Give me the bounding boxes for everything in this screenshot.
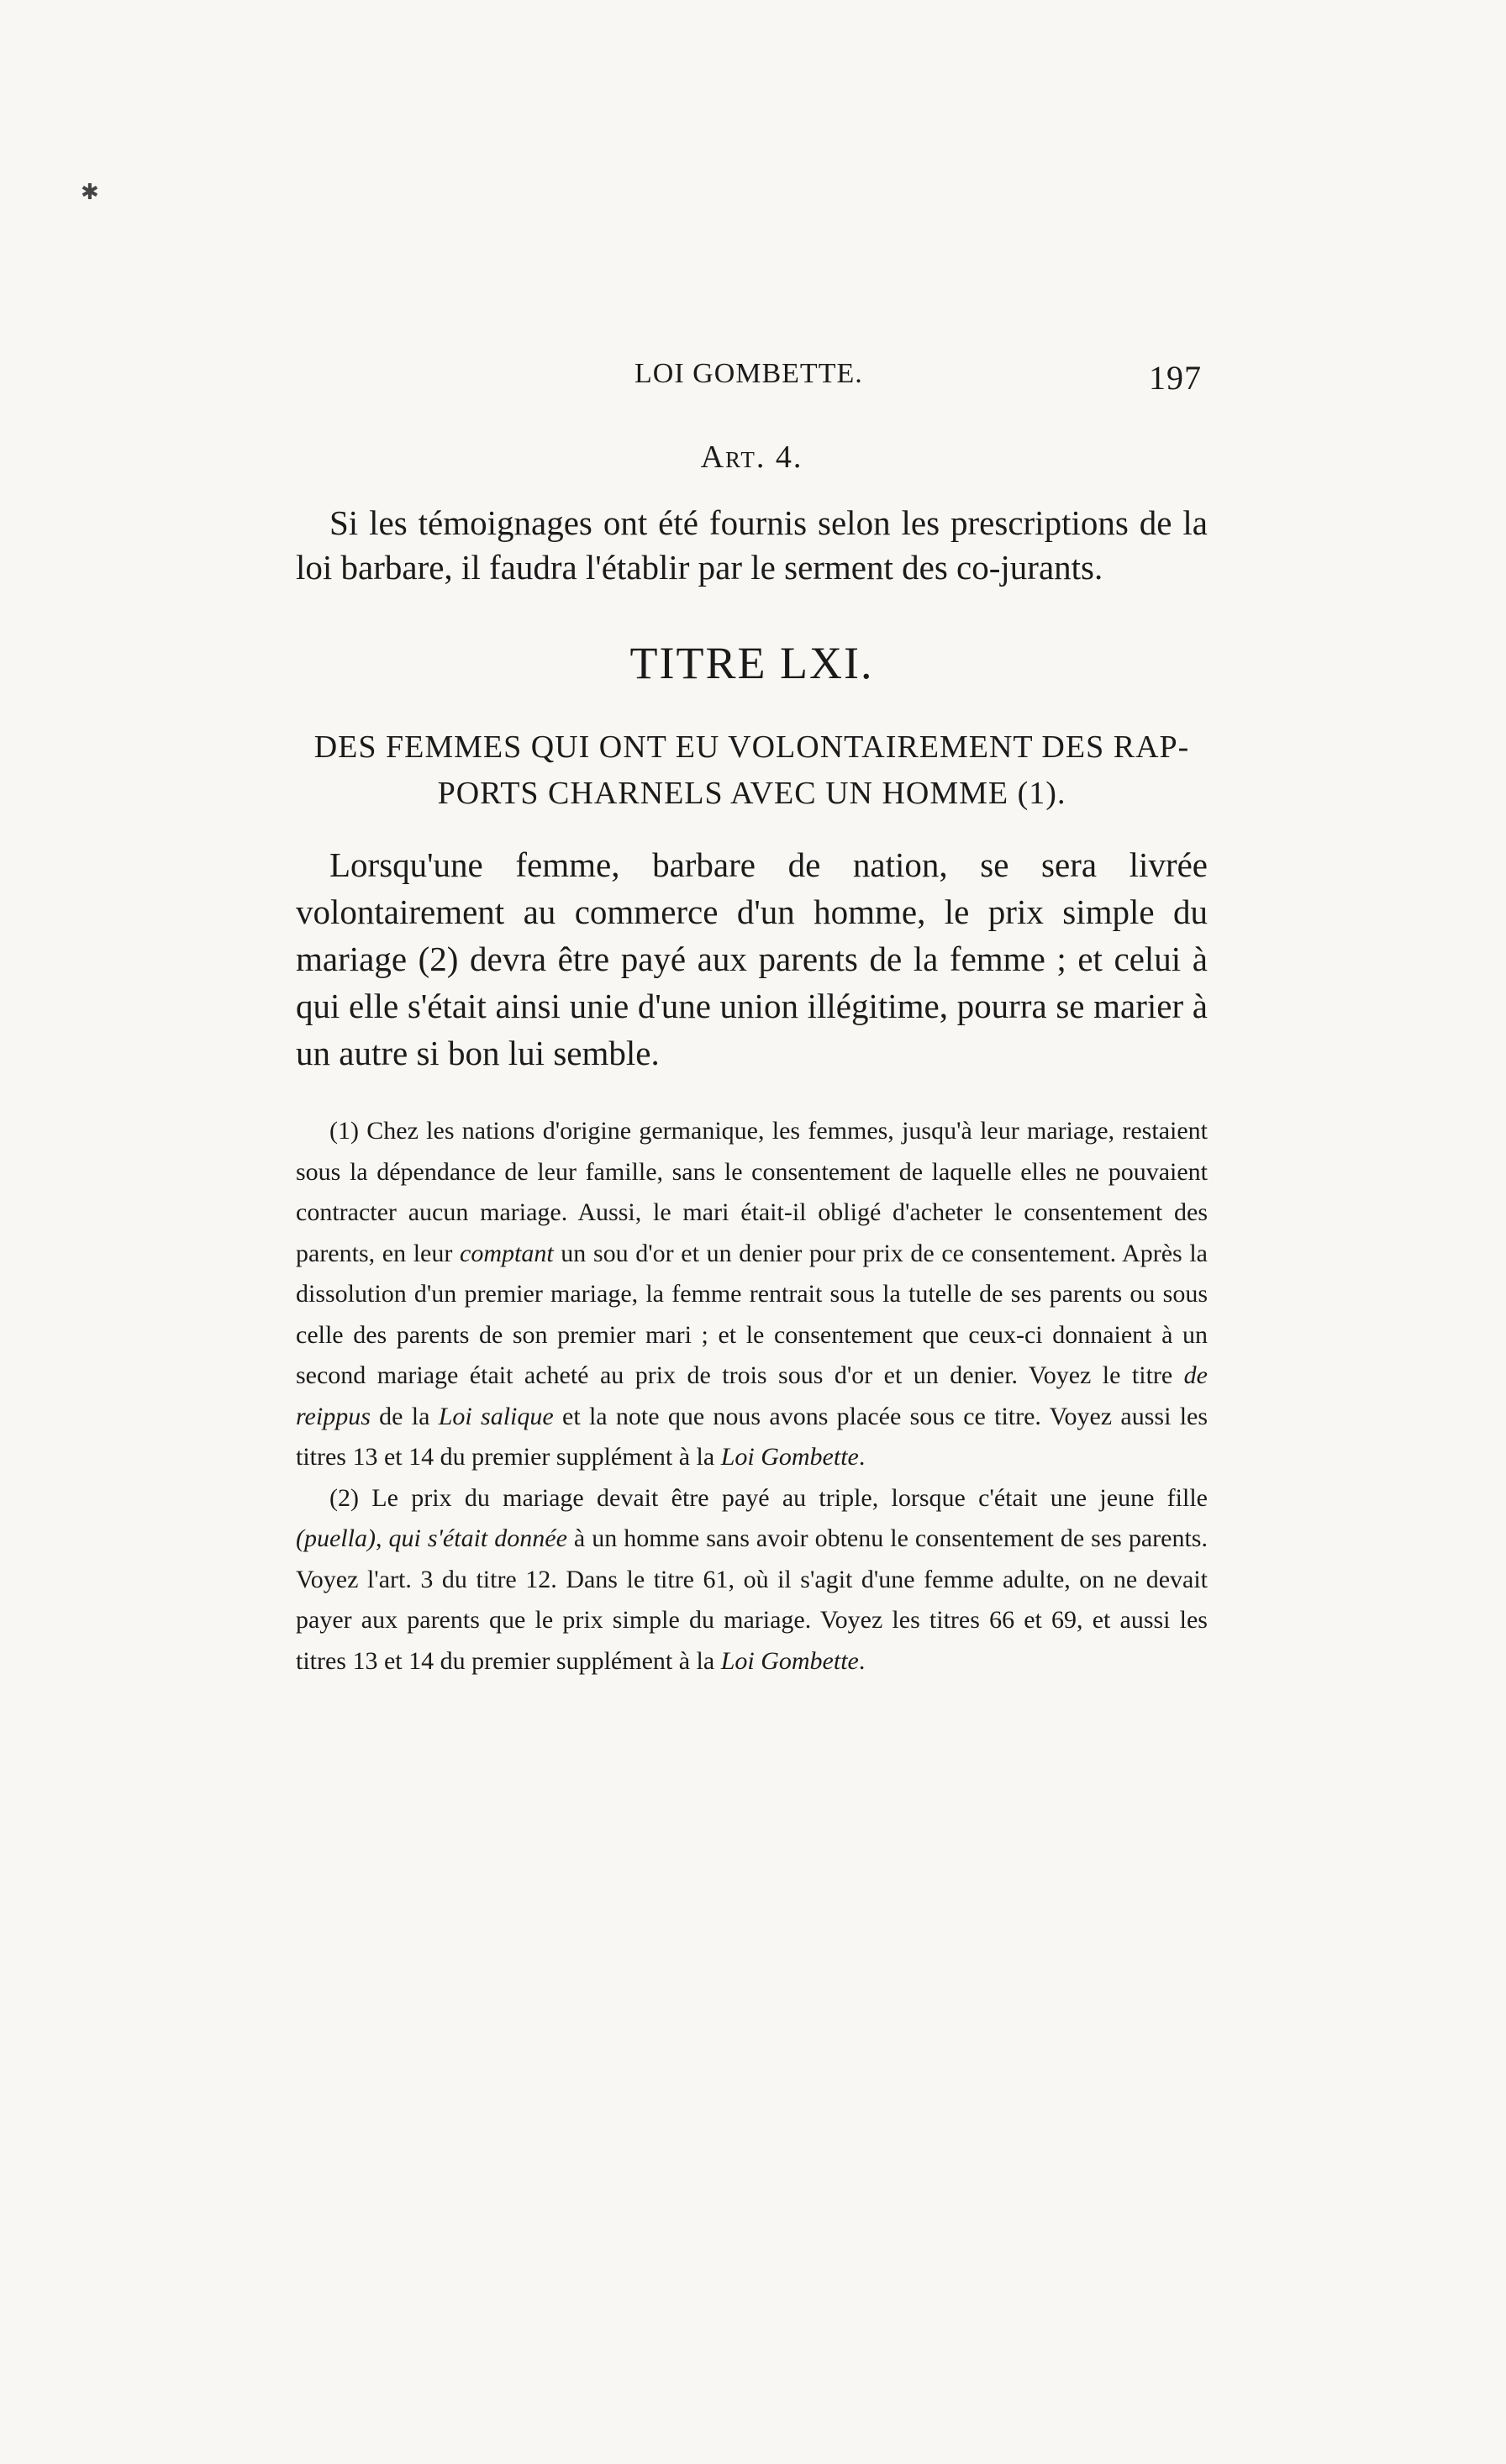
titre-subtitle — [296, 724, 1208, 817]
article-paragraph: Si les témoignages ont été fournis selon les prescriptions de la loi barbare, il faudra l'établir par le serment des co-jurants. — [296, 503, 1208, 587]
titre-paragraph: Lorsqu'une femme, barbare de nation, se sera livrée volontairement au commerce d'un homme, le prix simple du mariage (2) devra être payé aux parents de la femme ; et celui à qui elle s'était ainsi unie d'une union illégitime, pourra se marier à un autre si bon lui semble. — [296, 845, 1208, 1072]
footnote-1: (1) Chez les nations d'origine germanique, les femmes, jusqu'à leur mariage, restaient sous la dépendance de leur famille, sans le consentement de laquelle elles ne pouvaient contracter aucun mariage. Aussi, le mari était-il obligé d'acheter le consentement des parents, en leur comptant un sou d'or et un denier pour prix de ce consentement. Après la dissolution d'un premier mariage, la femme rentrait sous la tutelle de ses parents ou sous celle des parents de son premier mari ; et le consentement que ceux-ci donnaient à un second mariage était acheté au prix de trois sous d'or et un denier. Voyez le titre de reippus de la Loi salique et la note que nous avons placée sous ce titre. Voyez aussi les titres 13 et 14 du premier supplément à la Loi Gombette. — [296, 1117, 1208, 1471]
article-heading — [296, 439, 1208, 476]
subtitle-line-2: PORTS CHARNELS AVEC UN HOMME (1). — [437, 776, 1066, 811]
footnote-2: (2) Le prix du mariage devait être payé au triple, lorsque c'était une jeune fille (puella), qui s'était donnée à un homme sans avoir obtenu le consentement de ses parents. Voyez l'art. 3 du titre 12. Dans le titre 61, où il s'agit d'une femme adulte, on ne devait payer aux parents que le prix simple du mariage. Voyez les titres 66 et 69, et aussi les titres 13 et 14 du premier supplément à la Loi Gombette. — [296, 1483, 1208, 1675]
footnotes — [296, 1111, 1208, 1682]
page-number: 197 — [1149, 359, 1202, 397]
titre-heading: TITRE LXI. — [629, 638, 874, 688]
article-label: Art. — [700, 440, 766, 475]
subtitle-line-1: DES FEMMES QUI ONT EU VOLONTAIREMENT DES RAP- — [313, 729, 1190, 765]
article-number: 4. — [775, 440, 803, 475]
stray-ink-mark: ✱ — [81, 180, 99, 204]
running-title: LOI GOMBETTE. — [635, 358, 863, 389]
